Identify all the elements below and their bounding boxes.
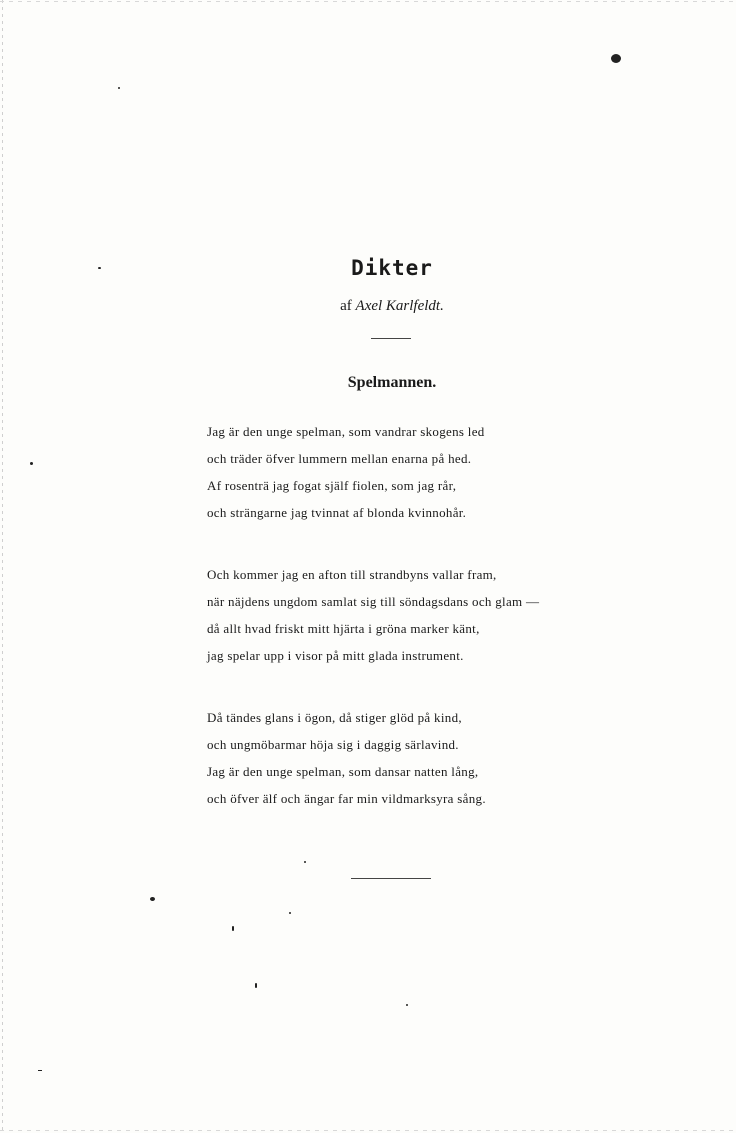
verse-line: när näjdens ungdom samlat sig till söndagsdans och glam — <box>207 594 540 609</box>
verse-line: och strängarne jag tvinnat af blonda kvinnohår. <box>207 505 467 520</box>
ink-speck <box>38 1070 42 1071</box>
verse-line: Då tändes glans i ögon, då stiger glöd på kind, <box>207 710 462 725</box>
poem-title: Spelmannen. <box>347 374 437 391</box>
ink-speck <box>118 87 120 89</box>
stanza-1 <box>207 418 485 526</box>
ink-speck <box>232 926 234 931</box>
ink-speck <box>304 861 306 863</box>
document-title: Dikter <box>351 256 433 280</box>
author-name: Axel Karlfeldt. <box>355 298 444 314</box>
byline <box>0 298 736 315</box>
verse-line: och träder öfver lummern mellan enarna på hed. <box>207 451 472 466</box>
ink-speck <box>611 54 621 63</box>
verse-line: då allt hvad friskt mitt hjärta i gröna marker känt, <box>207 621 480 636</box>
page-edge-bottom <box>0 1130 736 1131</box>
ink-speck <box>30 462 33 465</box>
stanza-2 <box>207 561 539 669</box>
byline-prefix: af <box>340 298 352 314</box>
stanza-3 <box>207 704 486 812</box>
ink-speck <box>150 897 155 901</box>
verse-line: Och kommer jag en afton till strandbyns vallar fram, <box>207 567 497 582</box>
ink-speck <box>406 1004 408 1006</box>
verse-line: Jag är den unge spelman, som vandrar skogens led <box>207 424 485 439</box>
verse-line: Af rosenträ jag fogat själf fiolen, som jag rår, <box>207 478 457 493</box>
verse-line: Jag är den unge spelman, som dansar natten lång, <box>207 764 479 779</box>
verse-line: och ungmöbarmar höja sig i daggig särlavind. <box>207 737 459 752</box>
end-divider <box>351 878 431 879</box>
ink-speck <box>289 912 291 914</box>
ink-speck <box>255 983 257 988</box>
page-edge-left <box>2 0 3 1133</box>
page-edge-top <box>0 1 736 2</box>
verse-line: jag spelar upp i visor på mitt glada instrument. <box>207 648 464 663</box>
title-divider <box>371 338 411 339</box>
verse-line: och öfver älf och ängar far min vildmarksyra sång. <box>207 791 486 806</box>
